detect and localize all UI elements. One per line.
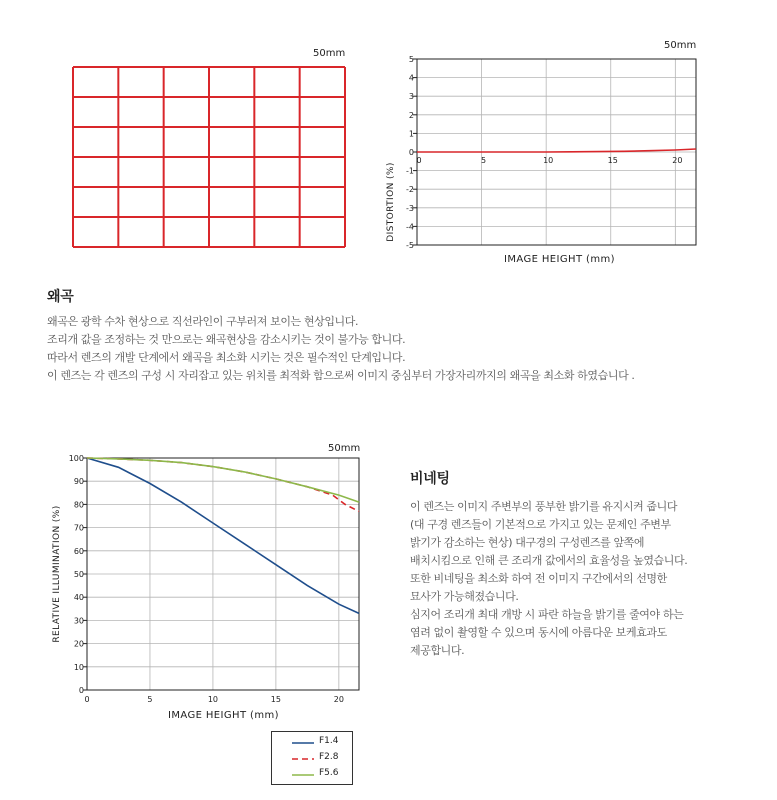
distortion-chart	[380, 50, 710, 270]
legend-swatches	[272, 732, 352, 784]
vignetting-description-line: 배치시킴으로 인해 큰 조리개 값에서의 효율성을 높였습니다.	[410, 554, 688, 567]
vignetting-description-line: 이 렌즈는 이미지 주변부의 풍부한 밝기를 유지시켜 줍니다	[410, 500, 678, 513]
distortion-y-axis-label: DISTORTION (%)	[386, 162, 396, 242]
grid-lines	[73, 67, 345, 247]
y-tick-label: 5	[408, 55, 414, 64]
y-tick-label: 70	[73, 523, 84, 533]
vignetting-description-line: 또한 비네팅을 최소화 하여 전 이미지 구간에서의 선명한	[410, 572, 667, 585]
y-tick-label: 40	[73, 593, 84, 603]
y-tick-label: 10	[73, 662, 84, 672]
illumination-x-axis-label: IMAGE HEIGHT (mm)	[168, 710, 279, 721]
y-tick-label: -2	[406, 185, 414, 195]
distortion-description-line: 이 렌즈는 각 렌즈의 구성 시 자리잡고 있는 위치를 최적화 함으로써 이미지 중심부터 가장자리까지의 왜곡을 최소화 하였습니다 .	[47, 369, 635, 382]
y-tick-label: 0	[408, 148, 414, 157]
illumination-chart-title: 50mm	[328, 443, 361, 454]
series-line-f2-8	[87, 458, 359, 511]
distortion-chart-title: 50mm	[664, 40, 697, 51]
y-tick-label: 1	[408, 129, 414, 139]
y-tick-label: 50	[73, 570, 84, 579]
y-tick-label: 2	[408, 110, 414, 120]
relative-illumination-chart	[44, 450, 374, 710]
vignetting-description-line: 심지어 조리개 최대 개방 시 파란 하늘을 밝기를 줄여야 하는	[410, 608, 684, 621]
distortion-description-line: 왜곡은 광학 수차 현상으로 직선라인이 구부러져 보이는 현상입니다.	[47, 315, 359, 328]
distortion-heading: 왜곡	[47, 289, 74, 305]
y-tick-label: -1	[406, 166, 414, 176]
legend-label-f2-8: F2.8	[319, 752, 339, 762]
distortion-x-axis-label: IMAGE HEIGHT (mm)	[504, 254, 615, 265]
series-line-distortion	[417, 149, 696, 152]
distortion-description-line: 조리개 값을 조정하는 것 만으로는 왜곡현상을 감소시키는 것이 불가능 합니다.	[47, 333, 406, 346]
y-tick-label: 30	[73, 616, 84, 626]
x-tick-label: 10	[207, 695, 219, 704]
y-tick-label: 0	[78, 686, 84, 695]
distortion-description-line: 따라서 렌즈의 개발 단계에서 왜곡을 최소화 시키는 것은 필수적인 단계입니다.	[47, 351, 406, 364]
grid-panel-label: 50mm	[313, 48, 346, 59]
x-tick-label: 5	[147, 695, 153, 704]
vignetting-description-line: 묘사가 가능해졌습니다.	[410, 590, 519, 603]
vignetting-description-line: 밝기가 감소하는 현상) 대구경의 구성렌즈를 앞쪽에	[410, 536, 645, 549]
y-tick-label: -4	[406, 222, 414, 232]
x-tick-label: 0	[416, 156, 422, 165]
y-tick-label: 20	[73, 639, 84, 649]
x-tick-label: 15	[270, 695, 281, 704]
illumination-legend	[271, 731, 353, 785]
vignetting-description	[410, 498, 687, 660]
x-tick-label: 20	[672, 156, 683, 165]
y-tick-label: 90	[73, 477, 84, 487]
y-tick-label: 60	[73, 546, 84, 556]
vignetting-heading: 비네팅	[410, 471, 450, 487]
x-tick-label: 0	[84, 695, 90, 704]
legend-label-f5-6: F5.6	[319, 768, 339, 778]
y-tick-label: 80	[73, 500, 84, 510]
vignetting-description-line: 제공합니다.	[410, 644, 465, 657]
distortion-grid-illustration	[70, 64, 350, 250]
chart-grid	[69, 454, 359, 704]
x-tick-label: 20	[333, 695, 344, 704]
illumination-y-axis-label: RELATIVE ILLUMINATION (%)	[52, 505, 62, 643]
x-tick-label: 5	[481, 156, 487, 165]
x-tick-label: 15	[607, 156, 618, 165]
vignetting-description-line: 염려 없이 촬영할 수 있으며 동시에 아름다운 보케효과도	[410, 626, 667, 639]
x-tick-label: 10	[543, 156, 554, 165]
y-tick-label: -3	[406, 203, 414, 213]
distortion-description	[47, 313, 635, 385]
series-line-f5-6	[87, 458, 359, 502]
y-tick-label: 3	[408, 92, 414, 102]
y-tick-label: -5	[406, 241, 414, 250]
legend-label-f1-4: F1.4	[319, 736, 339, 746]
y-tick-label: 4	[408, 73, 414, 83]
vignetting-description-line: (대 구경 렌즈들이 기본적으로 가지고 있는 문제인 주변부	[410, 518, 671, 531]
y-tick-label: 100	[68, 454, 84, 463]
